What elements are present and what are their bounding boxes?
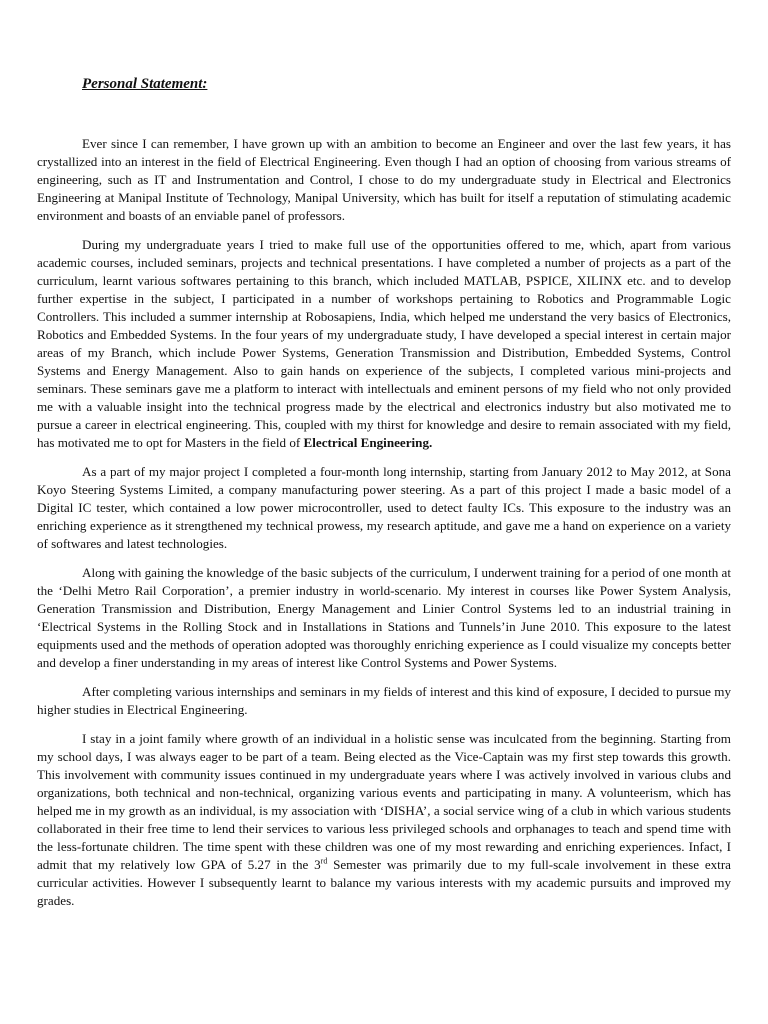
paragraph-1: Ever since I can remember, I have grown up with an ambition to become an Engineer and over the last few years, it has crystallized into an interest in the field of Electrical Engineering. Even though I had an option of choosing from various streams of engineering, such as IT and Instrumentation and Control, I chose to do my undergraduate study in Electrical and Electronics Engineering at Manipal Institute of Technology, Manipal University, which has built for itself a reputation of stimulating academic environment and boasts of an enviable panel of professors. [37,136,731,223]
paragraph-5: After completing various internships and seminars in my fields of interest and this kind of exposure, I decided to pursue my higher studies in Electrical Engineering. [37,684,731,717]
paragraph-3: As a part of my major project I completed a four-month long internship, starting from January 2012 to May 2012, at Sona Koyo Steering Systems Limited, a company manufacturing power steering. As a part of this project I made a basic model of a Digital IC tester, which contained a low power microcontroller, used to detect faulty ICs. This exposure to the industry was an enriching experience as it strengthened my technical prowess, my research aptitude, and gave me a hand on experience on a variety of softwares and latest technologies. [37,464,731,551]
paragraph-4: Along with gaining the knowledge of the basic subjects of the curriculum, I underwent training for a period of one month at the ‘Delhi Metro Rail Corporation’, a premier industry in world-scenario. My interest in courses like Power System Analysis, Generation Transmission and Distribution, Energy Management and Linier Control Systems led to an industrial training in ‘Electrical Systems in the Rolling Stock and in Installations in Stations and Tunnels’in June 2010. This exposure to the latest equipments used and the methods of operation adopted was thoroughly enriching experience as I could visualize my concepts better and develop a finer understanding in my areas of interest like Control Systems and Power Systems. [37,565,731,670]
paragraph-6 [37,730,731,910]
paragraph-2-text: During my undergraduate years I tried to make full use of the opportunities offered to me, which, apart from various academic courses, included seminars, projects and technical presentations. I have completed a number of projects as a part of the curriculum, learnt various softwares pertaining to this branch, which included MATLAB, PSPICE, XILINX etc. and to develop further expertise in the subject, I participated in a number of workshops pertaining to Robotics and Programmable Logic Controllers. This included a summer internship at Robosapiens, India, which helped me understand the very basics of Electronics, Robotics and Embedded Systems. In the four years of my undergraduate study, I have developed a special interest in certain major areas of my Branch, which include Power Systems, Generation Transmission and Distribution, Embedded Systems, Control Systems and Energy Management. Also to gain hands on experience of the subjects, I completed various mini-projects and seminars. These seminars gave me a platform to interact with intellectuals and eminent persons of my field who not only provided me with a valuable insight into the technical progress made by the electrical and electronics industry but also motivated me to pursue a career in electrical engineering. This, coupled with my thirst for knowledge and desire to remain associated with my field, has motivated me to opt for Masters in the field of [37,237,731,450]
paragraph-6-end-text: Semester was primarily due to my full-scale involvement in these extra curricular activities. However I subsequently learnt to balance my various interests with my academic pursuits and improved my grades. [37,857,731,908]
page-title: Personal Statement: [82,76,208,92]
paragraph-2-bold-text: Electrical Engineering. [303,435,433,450]
ordinal-superscript: rd [320,856,328,866]
document-body [37,135,731,910]
paragraph-6-text: I stay in a joint family where growth of an individual in a holistic sense was inculcated from the beginning. Starting from my school days, I was always eager to be part of a team. Being elected as the Vice-Captain was my first step towards this growth. This involvement with community issues continued in my undergraduate years where I was actively involved in various clubs and organizations, both technical and non-technical, organizing various events and participating in many. A volunteerism, which has helped me in my growth as an individual, is my association with ‘DISHA’, a social service wing of a club in which various students collaborated in their free time to lend their services to various less privileged schools and orphanages to teach and spend time with the less-fortunate children. The time spent with these children was one of my most rewarding and enriching experiences. Infact, I admit that my relatively low GPA of 5.27 in the 3 [37,731,731,872]
paragraph-2 [37,236,731,452]
